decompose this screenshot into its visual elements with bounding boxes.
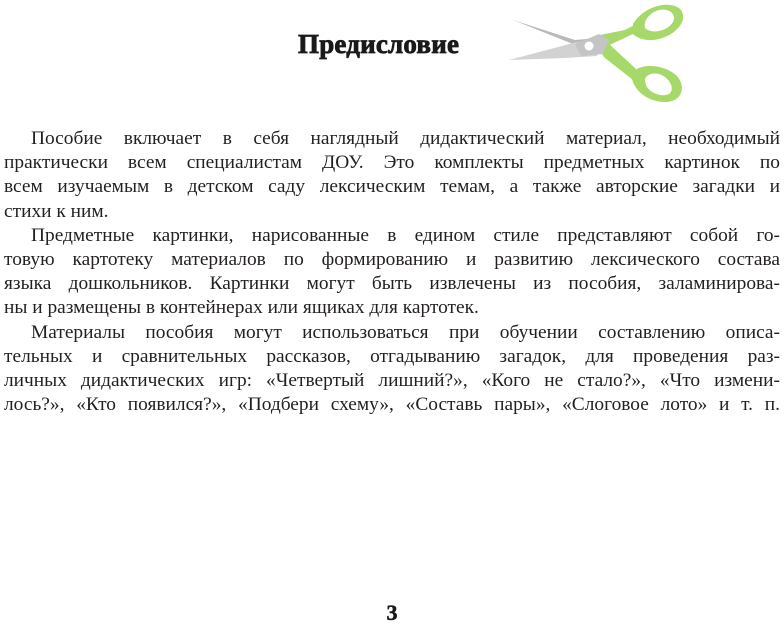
page-title: Предисловие [298, 29, 460, 59]
text-line: лось?», «Кто появился?», «Подбери схему», «Составь пары», «Слоговое лото» и т. п. [4, 394, 780, 416]
scissors-icon [505, 0, 690, 105]
text-line: личных дидактических игр: «Четвертый лишний?», «Кого не стало?», «Что измени- [4, 370, 780, 392]
page-number: 3 [386, 600, 398, 625]
text-line: практически всем специалистам ДОУ. Это комплекты предметных картинок по [4, 152, 780, 174]
body-text [4, 127, 780, 417]
text-line: Материалы пособия могут использоваться при обучении составлению описа- [31, 321, 780, 343]
paragraph-1 [4, 127, 780, 224]
paragraph-3 [4, 321, 780, 418]
paragraph-2 [4, 224, 780, 321]
text-line: языка дошкольников. Картинки могут быть извлечены из пособия, заламинирова- [4, 273, 780, 295]
text-line: ны и размещены в контейнерах или ящиках для картотек. [4, 297, 479, 319]
text-line: товую картотеку материалов по формированию и развитию лексического состава [4, 249, 780, 271]
text-line: стихи к ним. [4, 200, 109, 222]
text-line: всем изучаемым в детском саду лексическим темам, а также авторские загадки и [4, 176, 780, 198]
text-line: Пособие включает в себя наглядный дидактический материал, необходимый [31, 128, 780, 149]
text-line: тельных и сравнительных рассказов, отгадыванию загадок, для проведения раз- [4, 345, 780, 367]
text-line: Предметные картинки, нарисованные в едином стиле представляют собой го- [31, 224, 780, 246]
